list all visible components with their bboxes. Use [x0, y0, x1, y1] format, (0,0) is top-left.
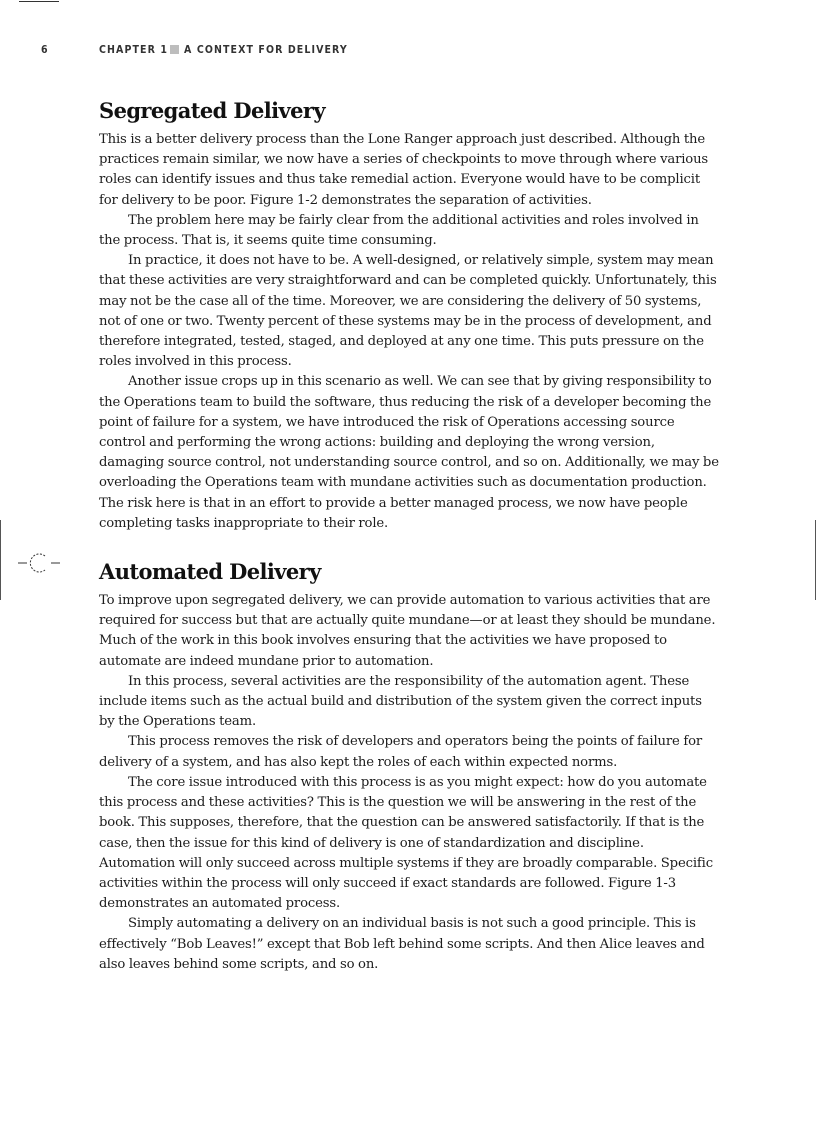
running-head-chapter: CHAPTER 1	[99, 44, 169, 56]
running-head-title: A CONTEXT FOR DELIVERY	[184, 44, 348, 56]
square-bullet-icon	[170, 45, 179, 54]
paragraph: Simply automating a delivery on an individual basis is not such a good principle. This is effectively “Bob Leaves!” except that Bob left behind some scripts. And then Alice leaves and also leaves behind some scripts, and so on.	[99, 916, 705, 972]
crop-mark-left	[0, 520, 1, 600]
body-text	[99, 96, 719, 975]
section-heading: Automated Delivery	[99, 559, 321, 585]
paragraph: In practice, it does not have to be. A well-designed, or relatively simple, system may mean that these activities are very straightforward and can be completed quickly. Unfortunately, this may not be the case all of the time. Moreover, we are considering the delivery of 50 systems, not of one or two. Twenty percent of these systems may be in the process of development, and therefore integrated, tested, staged, and deployed at any one time. This puts pressure on the roles involved in this process.	[99, 253, 717, 370]
page-number: 6	[41, 44, 49, 56]
crop-mark-top	[19, 1, 59, 2]
paragraph: To improve upon segregated delivery, we can provide automation to various activities that are required for success but that are actually quite mundane—or at least they should be mundane. Much of the work in this book involves ensuring that the activities we have proposed to automate are indeed mundane prior to automation.	[99, 593, 716, 669]
paragraph: This is a better delivery process than the Lone Ranger approach just described. Although the practices remain similar, we now have a series of checkpoints to move through where various roles can identify issues and thus take remedial action. Everyone would have to be complicit for delivery to be poor. Figure 1-2 demonstrates the separation of activities.	[99, 132, 709, 208]
section-heading: Segregated Delivery	[99, 98, 325, 123]
registration-mark-icon	[18, 552, 60, 576]
section-segregated-delivery	[99, 96, 719, 534]
paragraph: In this process, several activities are the responsibility of the automation agent. These include items such as the actual build and distribution of the system given the correct inputs by the Operations team.	[99, 673, 702, 730]
paragraph: Another issue crops up in this scenario as well. We can see that by giving responsibility to the Operations team to build the software, thus reducing the risk of a developer becoming the point of failure for a system, we have introduced the risk of Operations accessing source control and performing the wrong actions: building and deploying the wrong version, damaging source control, not understanding source control, and so on. Additionally, we may be overloading the Operations team with mundane activities such as documentation production. The risk here is that in an effort to provide a better managed process, we now have people completing tasks inappropriate to their role.	[99, 374, 719, 531]
paragraph: This process removes the risk of developers and operators being the points of failure for delivery of a system, and has also kept the roles of each within expected norms.	[99, 734, 703, 770]
paragraph: The problem here may be fairly clear from the additional activities and roles involved in the process. That is, it seems quite time consuming.	[99, 212, 699, 249]
running-header	[0, 44, 816, 58]
paragraph: The core issue introduced with this process is as you might expect: how do you automate this process and these activities? This is the question we will be answering in the rest of the book. This supposes, therefore, that the question can be answered satisfactorily. If that is the case, then the issue for this kind of delivery is one of standardization and discipline. Automation will only succeed across multiple systems if they are broadly comparable. Specific activities within the process will only succeed if exact standards are followed. Figure 1-3 demonstrates an automated process.	[99, 774, 713, 912]
running-head	[99, 44, 348, 56]
section-automated-delivery	[99, 557, 719, 975]
